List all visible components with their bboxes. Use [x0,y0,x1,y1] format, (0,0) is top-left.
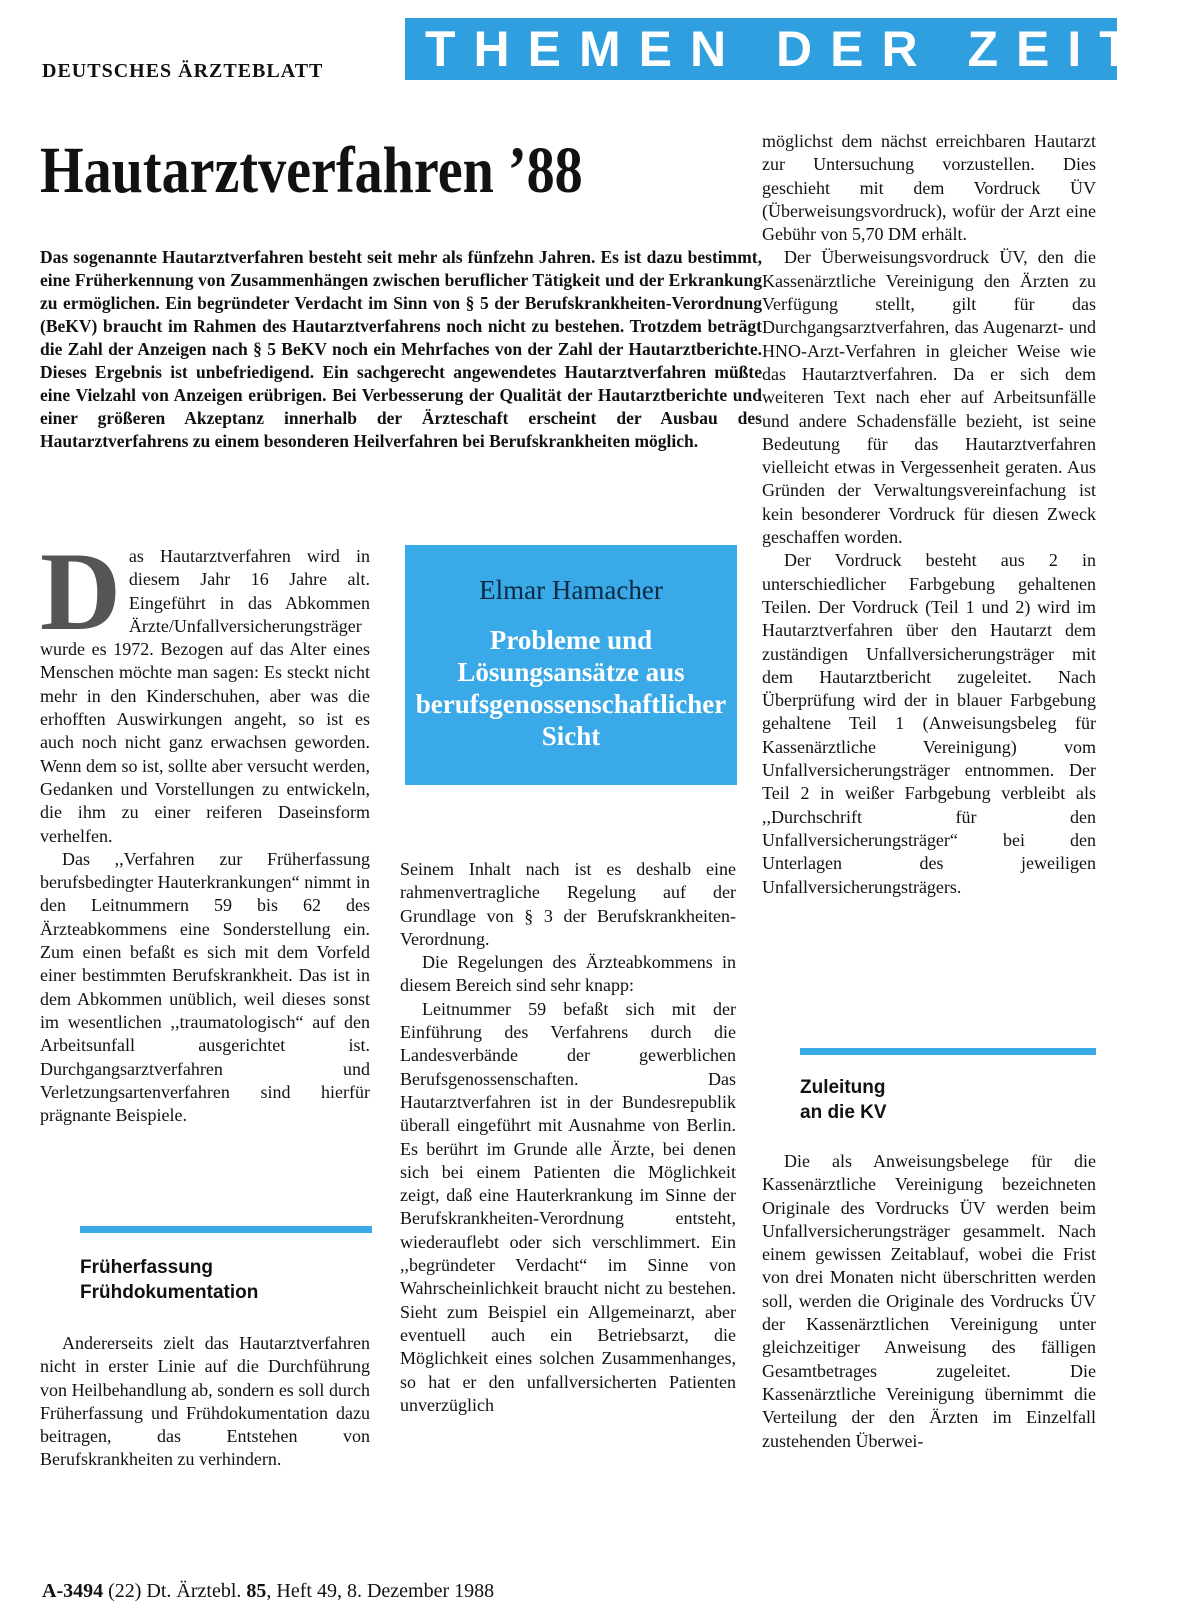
paragraph: Seinem Inhalt nach ist es deshalb eine rahmenvertragliche Regelung auf der Grundlage von § 3 der Berufskrankheiten-Verordnung. [400,859,736,949]
subheading-line: an die KV [800,1102,887,1123]
page-number: A-3494 [42,1580,104,1602]
article-title: Hautarztverfahren ’88 [40,134,583,207]
drop-cap: D [40,530,121,654]
subheading [800,1075,887,1125]
paragraph: Andererseits zielt das Hautarztverfahren nicht in erster Linie auf die Durchführung von Heilbehandlung ab, sondern es soll durch Früherfassung und Frühdokumentation dazu beitragen, das Entstehen von Berufskrankheiten zu verhindern. [40,1333,370,1470]
paragraph: Leitnummer 59 befaßt sich mit der Einführung des Verfahrens durch die Landesverbände der gewerblichen Berufsgenossenschaften. Das Hautarztverfahren ist in der Bundesrepublik überall eingeführt mit Ausnahme von Berlin. Es berührt im Grunde alle Ärzte, bei denen sich bei einem Patienten die Möglichkeit zeigt, daß eine Hauterkrankung im Sinne der Berufskrankheiten-Verordnung entsteht, wiederauflebt oder sich verschlimmert. Ein ,,begründeter Verdacht“ im Sinne von Wahrscheinlichkeit braucht nicht zu bestehen. Sieht zum Beispiel ein Allgemeinarzt, aber eventuell auch ein Betriebsarzt, die Möglichkeit eines solchen Zusammenhanges, so hat er den unfallversicherten Patienten unverzüglich [400,998,736,1415]
section-rule [80,1226,372,1233]
paragraph: möglichst dem nächst erreichbaren Hautarzt zur Untersuchung vorzustellen. Dies geschieht mit dem Vordruck ÜV (Überweisungsvordruck), wofür der Arzt eine Gebühr von 5,70 DM erhält. [762,131,1096,245]
author-box [405,545,737,785]
column-1 [40,530,370,1127]
column-2 [400,858,736,1417]
author-name: Elmar Hamacher [479,575,663,605]
subheading-line: Zuleitung [800,1077,886,1098]
subheading-line: Frühdokumentation [80,1282,259,1303]
citation-prefix: (22) Dt. Ärztebl. [108,1580,242,1602]
section-rule [800,1048,1096,1055]
volume: 85 [246,1580,267,1602]
box-title: Probleme und Lösungsansätze aus berufsgenossenschaftlicher Sicht [415,625,727,751]
paragraph: Die als Anweisungsbelege für die Kassenärztliche Vereinigung bezeichneten Originale des Vordrucks ÜV werden beim Unfallversicherungsträger gesammelt. Nach einem gewissen Zeitablauf, wobei die Frist von drei Monaten nicht überschritten werden soll, werden die Originale des Vordrucks ÜV der Kassenärztlichen Vereinigung unter gleichzeitiger Anweisung des fälligen Gesamtbetrages zugeleitet. Die Kassenärztliche Vereinigung übernimmt die Verteilung der den Ärzten im Einzelfall zustehenden Überwei- [762,1151,1096,1451]
paragraph: Der Vordruck besteht aus 2 in unterschiedlicher Farbgebung gehaltenen Teilen. Der Vordruck (Teil 1 und 2) wird im Hautarztverfahren über den Hautarzt dem zuständigen Unfallversicherungsträger mit dem Hautarztbericht zugeleitet. Nach Überprüfung wird der in blauer Farbgebung gehaltene Teil 1 (Anweisungsbeleg für Kassenärztliche Vereinigung) vom Unfallversicherungsträger entnommen. Der Teil 2 in weißer Farbgebung verbleibt als ,,Durchschrift für den Unfallversicherungsträger“ bei den Unterlagen des jeweiligen Unfallversicherungsträgers. [762,550,1096,897]
paragraph: Der Überweisungsvordruck ÜV, den die Kassenärztliche Vereinigung den Ärzten zu Verfügung stellt, gilt für das Durchgangsarztverfahren, das Augenarzt- und HNO-Arzt-Verfahren in gleicher Weise wie das Hautarztverfahren. Da er sich dem weiteren Text nach eher auf Arbeitsunfälle und andere Schadensfälle bezieht, ist seine Bedeutung für das Hautarztverfahren vielleicht etwas in Vergessenheit geraten. Aus Gründen der Verwaltungsvereinfachung ist kein besonderer Vordruck für diesen Zweck geschaffen worden. [762,247,1096,548]
column-1-continued [40,1332,370,1472]
citation-suffix: , Heft 49, 8. Dezember 1988 [266,1580,495,1602]
page-footer [42,1580,494,1603]
column-3 [762,130,1096,899]
column-3-continued [762,1150,1096,1453]
subheading-line: Früherfassung [80,1257,214,1278]
section-banner: THEMEN DER ZEIT [405,18,1117,80]
paragraph: Die Regelungen des Ärzteabkommens in diesem Bereich sind sehr knapp: [400,952,736,996]
subheading [80,1255,258,1305]
article-lead: Das sogenannte Hautarztverfahren besteht seit mehr als fünfzehn Jahren. Es ist dazu bestimmt, eine Früherkennung von Zusammenhängen zwischen beruflicher Tätigkeit und der Erkrankung zu ermöglichen. Ein begründeter Verdacht im Sinn von § 5 der Berufskrankheiten-Verordnung (BeKV) braucht im Rahmen des Hautarztverfahrens noch nicht zu bestehen. Trotzdem beträgt die Zahl der Anzeigen nach § 5 BeKV noch ein Mehrfaches von der Zahl der Hautarztberichte. Dieses Ergebnis ist unbefriedigend. Ein sachgerecht angewendetes Hautarztverfahren müßte eine Vielzahl von Anzeigen erübrigen. Bei Verbesserung der Qualität der Hautarztberichte und einer größeren Akzeptanz innerhalb der Ärzteschaft erscheint der Ausbau des Hautarztverfahrens zu einem besonderen Heilverfahren bei Berufskrankheiten möglich. [40,247,762,451]
paragraph: Das ,,Verfahren zur Früherfassung berufsbedingter Hauterkrankungen“ nimmt in den Leitnummern 59 bis 62 des Ärzteabkommens eine Sonderstellung ein. Zum einen befaßt es sich mit dem Vorfeld einer bestimmten Berufskrankheit. Das ist in dem Abkommen unüblich, weil dieses sonst im wesentlichen ,,traumatologisch“ auf den Arbeitsunfall ausgerichtet ist. Durchgangsarztverfahren und Verletzungsartenverfahren sind hierfür prägnante Beispiele. [40,848,370,1126]
journal-name: DEUTSCHES ÄRZTEBLATT [42,60,324,82]
paragraph: as Hautarztverfahren wird in diesem Jahr 16 Jahre alt. Eingeführt in das Abkommen Ärzte/Unfallversicherungsträger wurde es 1972. Bezogen auf das Alter eines Menschen möchte man sagen: Es steckt nicht mehr in den Kinderschuhen, aber was die erhofften Auswirkungen angeht, so ist es auch noch nicht ganz erwachsen geworden. Wenn dem so ist, sollte aber versucht werden, Gedanken und Vorstellungen zu entwickeln, die ihm zu einer reiferen Daseinsform verhelfen. [40,546,370,846]
